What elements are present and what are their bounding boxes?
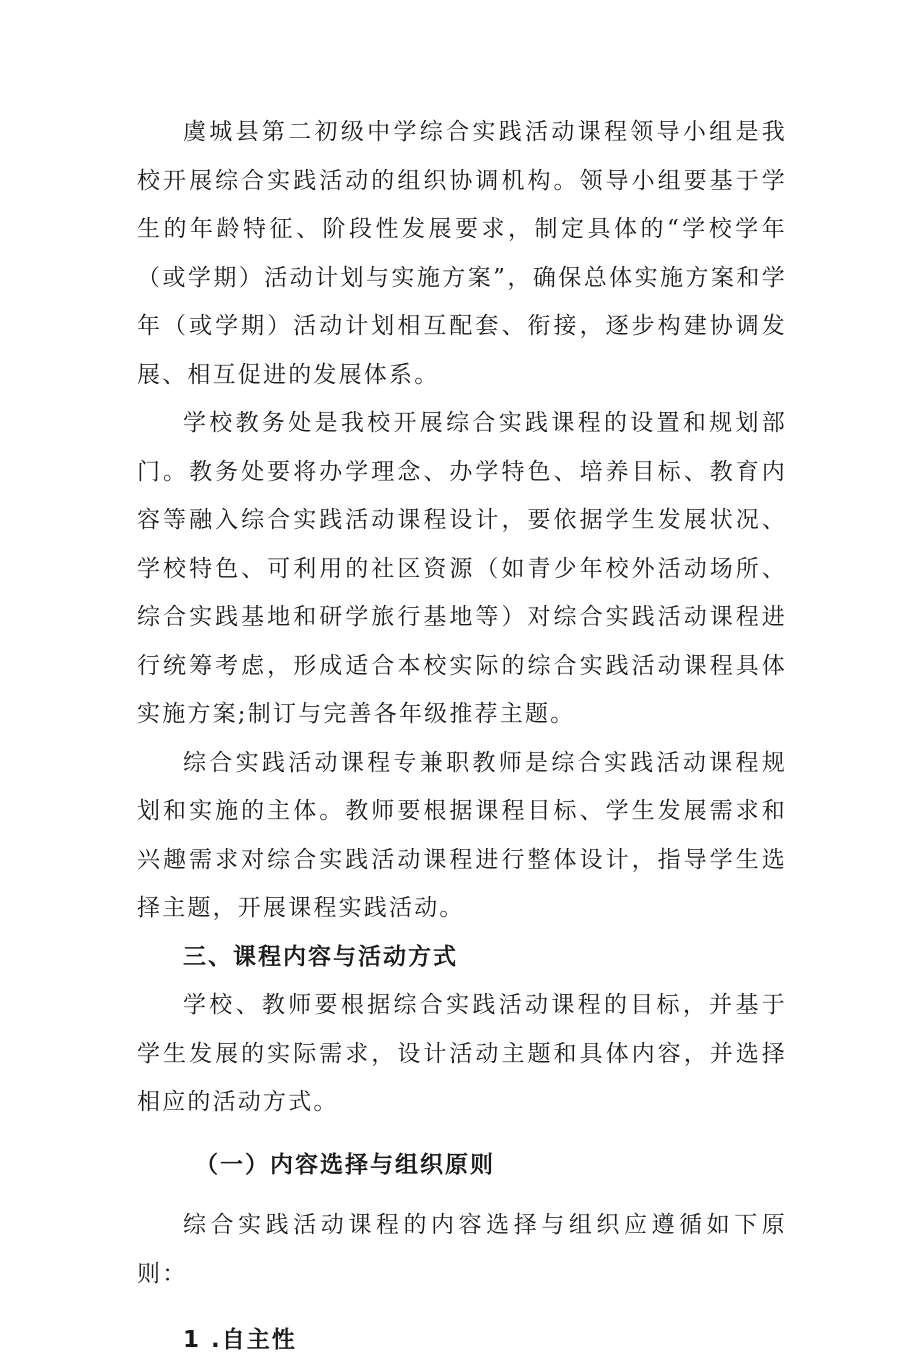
subsection-heading-principles: （一）内容选择与组织原则: [195, 1151, 495, 1178]
paragraph-academic-affairs: 学校教务处是我校开展综合实践课程的设置和规划部门。教务处要将办学理念、办学特色、培养目标、教育内容等融入综合实践活动课程设计，要依据学生发展状况、学校特色、可利用的社区资源（如青少年校外活动场所、综合实践基地和研学旅行基地等）对综合实践活动课程进行统筹考虑，形成适合本校实际的综合实践活动课程具体实施方案;制订与完善各年级推荐主题。: [137, 410, 787, 727]
document-body: [137, 108, 787, 1365]
paragraph-teachers: 综合实践活动课程专兼职教师是综合实践活动课程规划和实施的主体。教师要根据课程目标、学生发展需求和兴趣需求对综合实践活动课程进行整体设计，指导学生选择主题，开展课程实践活动。: [137, 749, 787, 921]
paragraph-leadership-group: 虞城县第二初级中学综合实践活动课程领导小组是我校开展综合实践活动的组织协调机构。领导小组要基于学生的年龄特征、阶段性发展要求，制定具体的“学校学年（或学期）活动计划与实施方案”，确保总体实施方案和学年（或学期）活动计划相互配套、衔接，逐步构建协调发展、相互促进的发展体系。: [137, 119, 787, 388]
paragraph-activity-design: 学校、教师要根据综合实践活动课程的目标，并基于学生发展的实际需求，设计活动主题和具体内容，并选择相应的活动方式。: [137, 992, 787, 1115]
section-heading-course-content: 三、课程内容与活动方式: [183, 943, 458, 970]
paragraph-principles-intro: 综合实践活动课程的内容选择与组织应遵循如下原则：: [137, 1212, 787, 1287]
item-heading-autonomy: 1 .自主性: [183, 1327, 297, 1353]
